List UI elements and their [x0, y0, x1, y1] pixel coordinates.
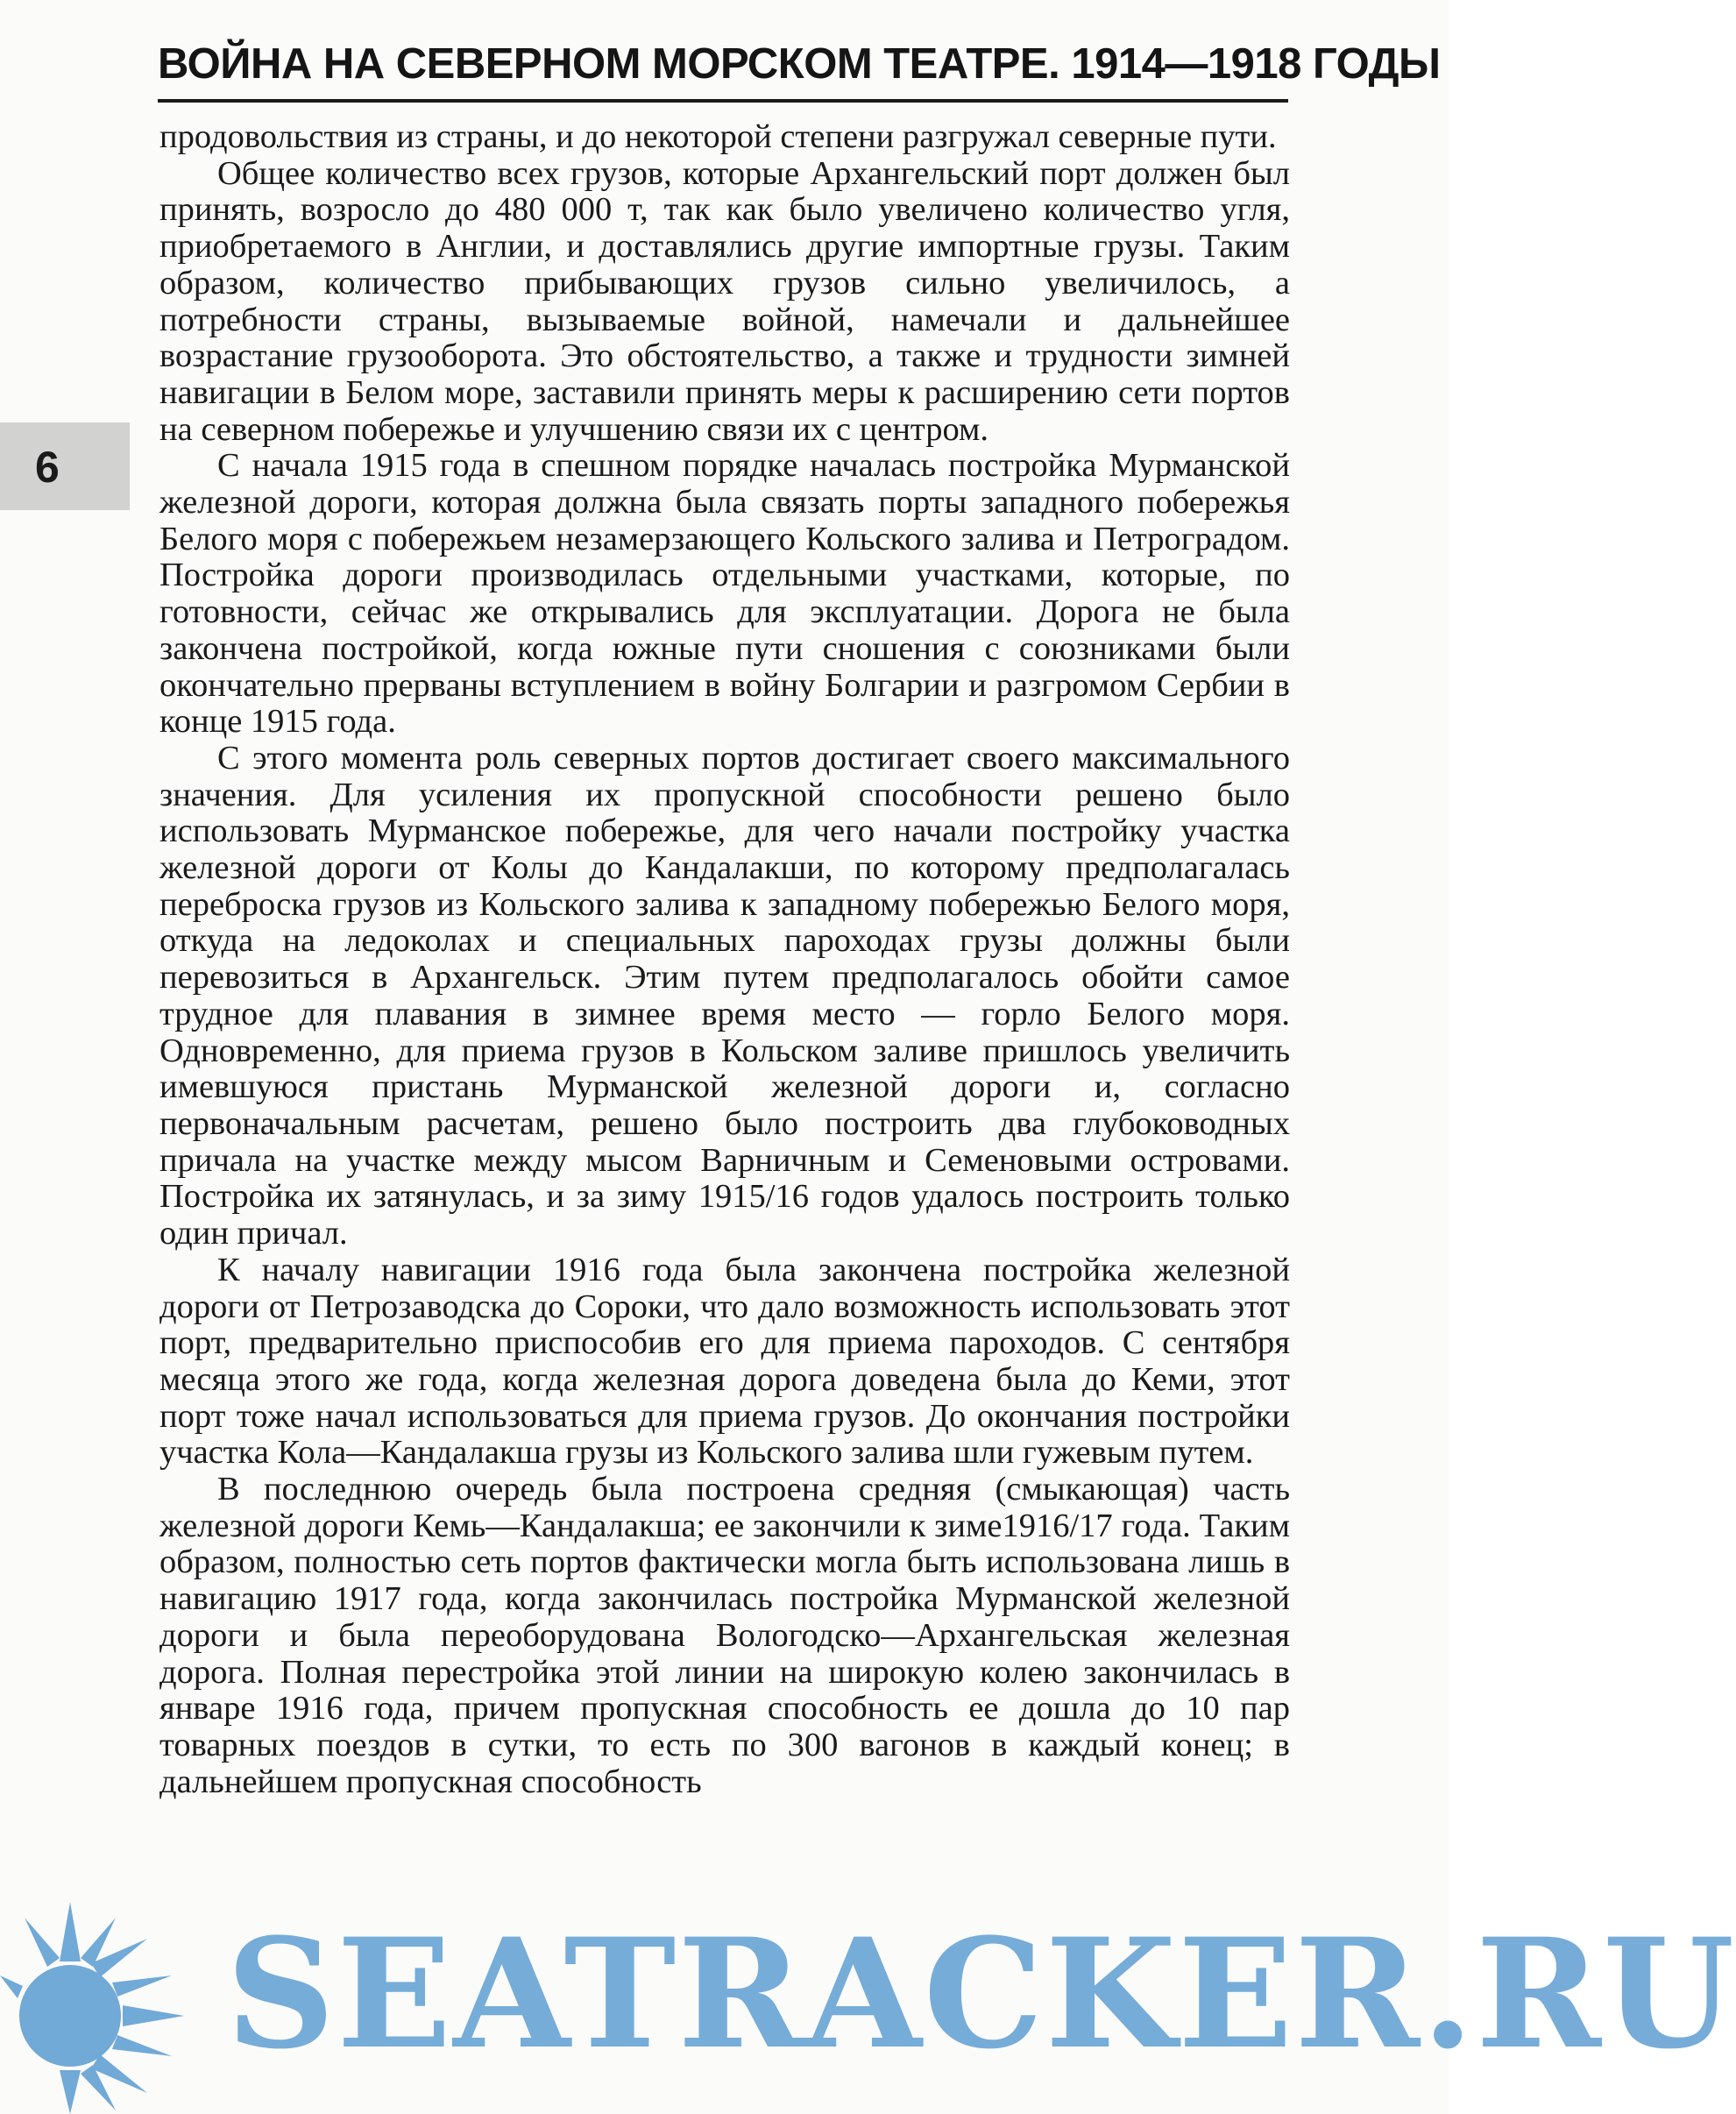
paragraph-4: С этого момента роль северных портов достигает своего максимального значения. Для усиления их пропускной способности решено было использовать Мурманское побережье, для чего начали постройку участка железной дороги от Колы до Кандалакши, по которому предполагалась переброска грузов из Кольского залива к западному побережью Белого моря, откуда на ледоколах и специальных пароходах грузы должны были перевозиться в Архангельск. Этим путем предполагалось обойти самое трудное для плавания в зимнее время место — горло Белого моря. Одновременно, для приема грузов в Кольском заливе пришлось увеличить имевшуюся пристань Мурманской железной дороги и, согласно первоначальным расчетам, решено было построить два глубоководных причала на участке между мысом Варничным и Семеновыми островами. Постройка их затянулась, и за зиму 1915/16 годов удалось построить только один причал. [159, 739, 1290, 1252]
body-text [159, 119, 1290, 1800]
watermark-text: SEATRACKER.RU [226, 1905, 1736, 2082]
paragraph-2: Общее количество всех грузов, которые Архангельский порт должен был принять, возросло до 480 000 т, так как было увеличено количество угля, приобретаемого в Англии, и доставлялись другие импортные грузы. Таким образом, количество прибывающих грузов сильно увеличилось, а потребности страны, вызываемые войной, намечали и дальнейшее возрастание грузооборота. Это обстоятельство, а также и трудности зимней навигации в Белом море, заставили принять меры к расширению сети портов на северном побережье и улучшению связи их с центром. [159, 154, 1290, 448]
running-head-title: ВОЙНА НА СЕВЕРНОМ МОРСКОМ ТЕАТРЕ. 1914—1918 ГОДЫ [158, 40, 1441, 88]
paragraph-1: продовольствия из страны, и до некоторой степени разгружал северные пути. [159, 118, 1277, 155]
paragraph-6: В последнюю очередь была построена средняя (смыкающая) часть железной дороги Кемь—Кандалакша; ее закончили к зиме1916/17 года. Таким образом, полностью сеть портов фактически могла быть использована лишь в навигацию 1917 года, когда закончилась постройка Мурманской железной дороги и была переоборудована Вологодско—Архангельская железная дорога. Полная перестройка этой линии на широкую колею закончилась в январе 1916 года, причем пропускная способность ее дошла до 10 пар товарных поездов в сутки, то есть по 300 вагонов в каждый конец; в дальнейшем пропускная способность [159, 1471, 1290, 1800]
header-rule [158, 99, 1288, 103]
paragraph-5: К началу навигации 1916 года была закончена постройка железной дороги от Петрозаводска до Сороки, что дало возможность использовать этот порт, предварительно приспособив его для приема пароходов. С сентября месяца этого же года, когда железная дорога доведена была до Кеми, этот порт тоже начал использоваться для приема грузов. До окончания постройки участка Кола—Кандалакша грузы из Кольского залива шли гужевым путем. [159, 1251, 1290, 1472]
paragraph-3: С начала 1915 года в спешном порядке началась постройка Мурманской железной дороги, которая должна была связать порты западного побережья Белого моря с побережьем незамерзающего Кольского залива и Петроградом. Постройка дороги производилась отдельными участками, которые, по готовности, сейчас же открывались для эксплуатации. Дорога не была закончена постройкой, когда южные пути сношения с союзниками были окончательно прерваны вступлением в войну Болгарии и разгромом Сербии в конце 1915 года. [159, 447, 1290, 741]
page-number: 6 [35, 443, 60, 492]
sun-logo-icon [0, 1884, 219, 2114]
